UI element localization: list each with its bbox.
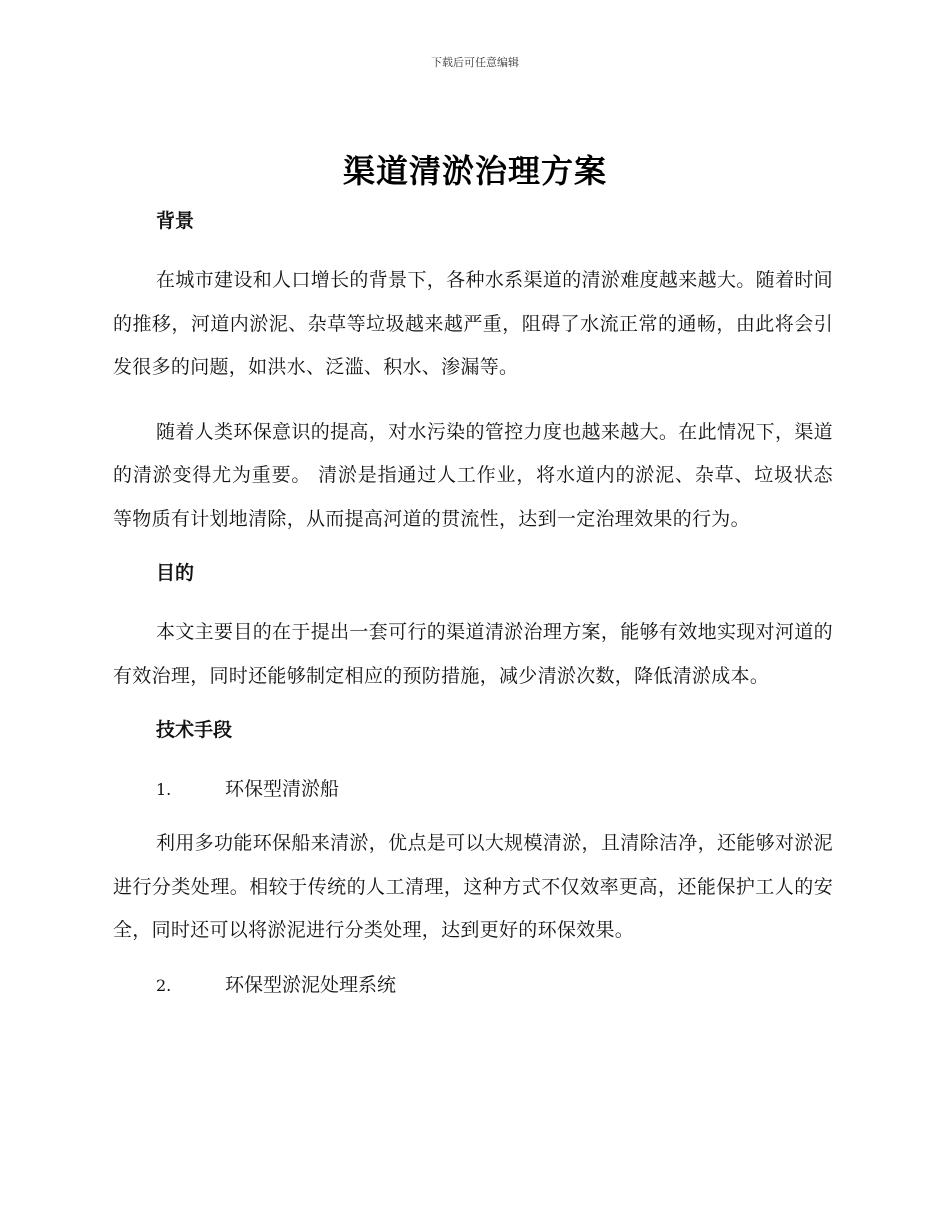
header-note: 下载后可任意编辑 xyxy=(431,56,519,69)
list-item-number: 2. xyxy=(156,975,172,995)
list-item-number: 1. xyxy=(156,780,172,799)
document-title: 渠道清淤治理方案 xyxy=(342,152,607,190)
section-heading-background: 背景 xyxy=(156,210,195,232)
paragraph: 随着人类环保意识的提高，对水污染的管控力度也越来越大。在此情况下，渠道的清淤变得尤为重要。 清淤是指通过人工作业，将水道内的淤泥、杂草、垃圾状态等物质有计划地清除，从而提高河道的贯流性，达到一定治理效果的行为。 xyxy=(113,420,833,530)
paragraph: 在城市建设和人口增长的背景下，各种水系渠道的清淤难度越来越大。随着时间的推移，河道内淤泥、杂草等垃圾越来越严重，阻碍了水流正常的通畅，由此将会引发很多的问题，如洪水、泛滥、积水、渗漏等。 xyxy=(113,269,833,378)
list-item xyxy=(113,768,833,811)
section-heading-purpose: 目的 xyxy=(156,562,195,584)
document-body xyxy=(113,204,833,1007)
paragraph: 利用多功能环保船来清淤，优点是可以大规模清淤，且清除洁净，还能够对淤泥进行分类处理。相较于传统的人工清理，这种方式不仅效率更高，还能保护工人的安全，同时还可以将淤泥进行分类处理，达到更好的环保效果。 xyxy=(113,832,833,941)
paragraph: 本文主要目的在于提出一套可行的渠道清淤治理方案，能够有效地实现对河道的有效治理，同时还能够制定相应的预防措施，减少清淤次数，降低清淤成本。 xyxy=(113,621,833,687)
list-item xyxy=(113,964,833,1007)
list-item-label: 环保型淤泥处理系统 xyxy=(225,973,397,996)
list-item-label: 环保型清淤船 xyxy=(225,778,340,800)
section-heading-techniques: 技术手段 xyxy=(156,719,233,741)
